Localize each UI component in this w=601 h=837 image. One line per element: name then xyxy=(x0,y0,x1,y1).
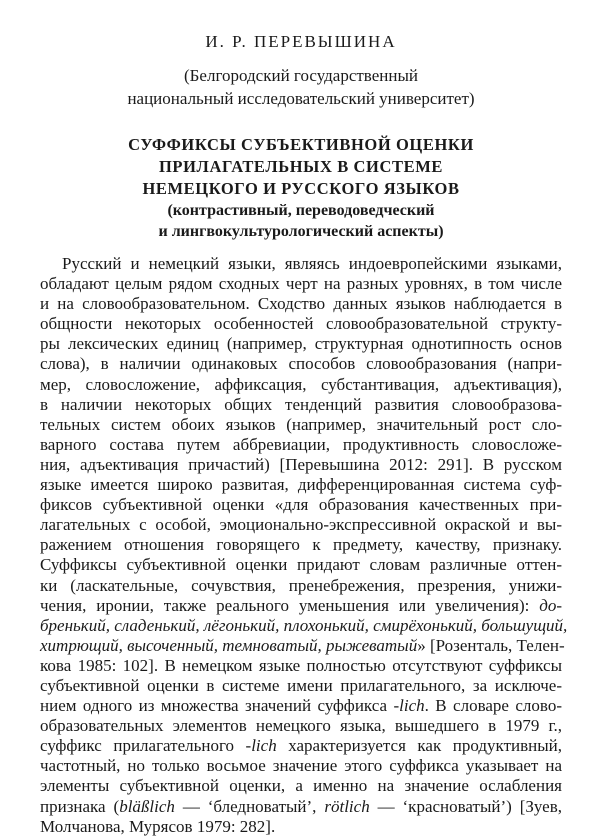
citation: » [Розенталь, Телен- xyxy=(417,635,565,655)
body-line: слова), в наличии одинаковых способов словообразования (напри- xyxy=(40,354,562,374)
suffix-term: -lich xyxy=(245,736,277,756)
german-example: bläßlich xyxy=(119,796,175,816)
body-line xyxy=(40,797,562,817)
title-line: ПРИЛАГАТЕЛЬНЫХ В СИСТЕМЕ xyxy=(159,157,443,176)
author-name: И. Р. ПЕРЕВЫШИНА xyxy=(205,32,397,51)
body-line: ки (ласкательные, сочувствия, пренебрежения, презрения, унижи- xyxy=(40,575,562,595)
body-line: в наличии некоторых общих тенденций развития словообразова- xyxy=(40,394,562,414)
gloss: — ‘красноватый’) [Зуев, xyxy=(369,796,562,816)
body-line: языке имеется широко развитая, дифференцированная система суф- xyxy=(40,475,562,495)
author-affiliation xyxy=(40,64,562,110)
body-line: Русский и немецкий языки, являясь индоевропейскими языками, xyxy=(62,254,562,273)
body-line: обладают целым рядом сходных черт на разных уровнях, в том числе xyxy=(40,274,562,294)
body-text: суффикс прилагательного xyxy=(40,736,246,756)
gloss: — ‘бледноватый’, xyxy=(174,796,325,816)
body-line: фиксов субъективной оценки «для образования качественных при- xyxy=(40,495,562,515)
body-line: кова 1985: 102]. В немецком языке полностью отсутствуют суффиксы xyxy=(40,655,562,675)
example-words: хитрющий, высоченный, темноватый, рыжеватый xyxy=(40,635,418,655)
body-line: ражением отношения говорящего к предмету, качеству, признаку. xyxy=(40,535,562,555)
body-line xyxy=(40,736,562,756)
article-page xyxy=(40,30,568,837)
body-line xyxy=(40,596,562,616)
article-title xyxy=(40,134,562,200)
body-line: общности некоторых особенностей словообразовательной структу- xyxy=(40,314,562,334)
body-line: субъективной оценки в системе имени прилагательного, за исключе- xyxy=(40,675,562,695)
body-paragraph xyxy=(40,254,568,837)
body-line xyxy=(40,635,565,656)
article-subtitle xyxy=(40,200,562,242)
body-line: и на словообразовательном. Сходство данных языков наблюдается в xyxy=(40,294,562,314)
german-example: rötlich xyxy=(324,796,370,816)
body-text: признака ( xyxy=(40,796,120,816)
body-line: лагательных с особой, эмоционально-экспрессивной окраской и вы- xyxy=(40,515,562,535)
body-line: мер, словосложение, аффиксация, субстантивация, адъективация), xyxy=(40,374,562,394)
body-text: характеризуется как продуктивный, xyxy=(276,736,562,756)
body-text: чения, иронии, также реального уменьшения или увеличения): xyxy=(40,595,540,615)
body-line: Молчанова, Мурясов 1979: 282]. xyxy=(40,816,276,836)
affiliation-line: национальный исследовательский университет) xyxy=(127,89,475,108)
body-text: . В словаре слово- xyxy=(424,696,562,716)
example-word: до- xyxy=(539,595,562,615)
body-line: частотный, но только восьмое значение этого суффикса указывает на xyxy=(40,756,562,776)
affiliation-line: (Белгородский государственный xyxy=(184,66,418,85)
body-line: ния, адъективация причастий) [Перевышина 2012: 291]. В русском xyxy=(40,454,562,474)
body-line: тельных систем обоих языков (например, значительный рост сло- xyxy=(40,414,562,434)
body-line xyxy=(40,696,562,716)
suffix-term: -lich xyxy=(393,696,425,716)
body-line: варного состава путем аббревиации, продуктивность словосложе- xyxy=(40,434,562,454)
body-line: ры лексических единиц (например, структурная однотипность основ xyxy=(40,334,562,354)
body-text: нием одного из множества значений суффикса xyxy=(40,696,394,716)
body-line: элементы субъективной оценки, а именно на значение ослабления xyxy=(40,776,562,796)
title-line: СУФФИКСЫ СУБЪЕКТИВНОЙ ОЦЕНКИ xyxy=(128,135,474,154)
example-words-line: бренький, сладенький, лёгонький, плохонький, смирёхонький, большущий, xyxy=(40,615,568,635)
subtitle-line: (контрастивный, переводоведческий xyxy=(167,202,435,219)
subtitle-line: и лингвокультурологический аспекты) xyxy=(158,223,444,240)
body-line: Суффиксы субъективной оценки придают словам различные оттен- xyxy=(40,555,562,575)
body-line: образовательных элементов немецкого языка, вышедшего в 1979 г., xyxy=(40,716,562,736)
title-line: НЕМЕЦКОГО И РУССКОГО ЯЗЫКОВ xyxy=(142,179,460,198)
